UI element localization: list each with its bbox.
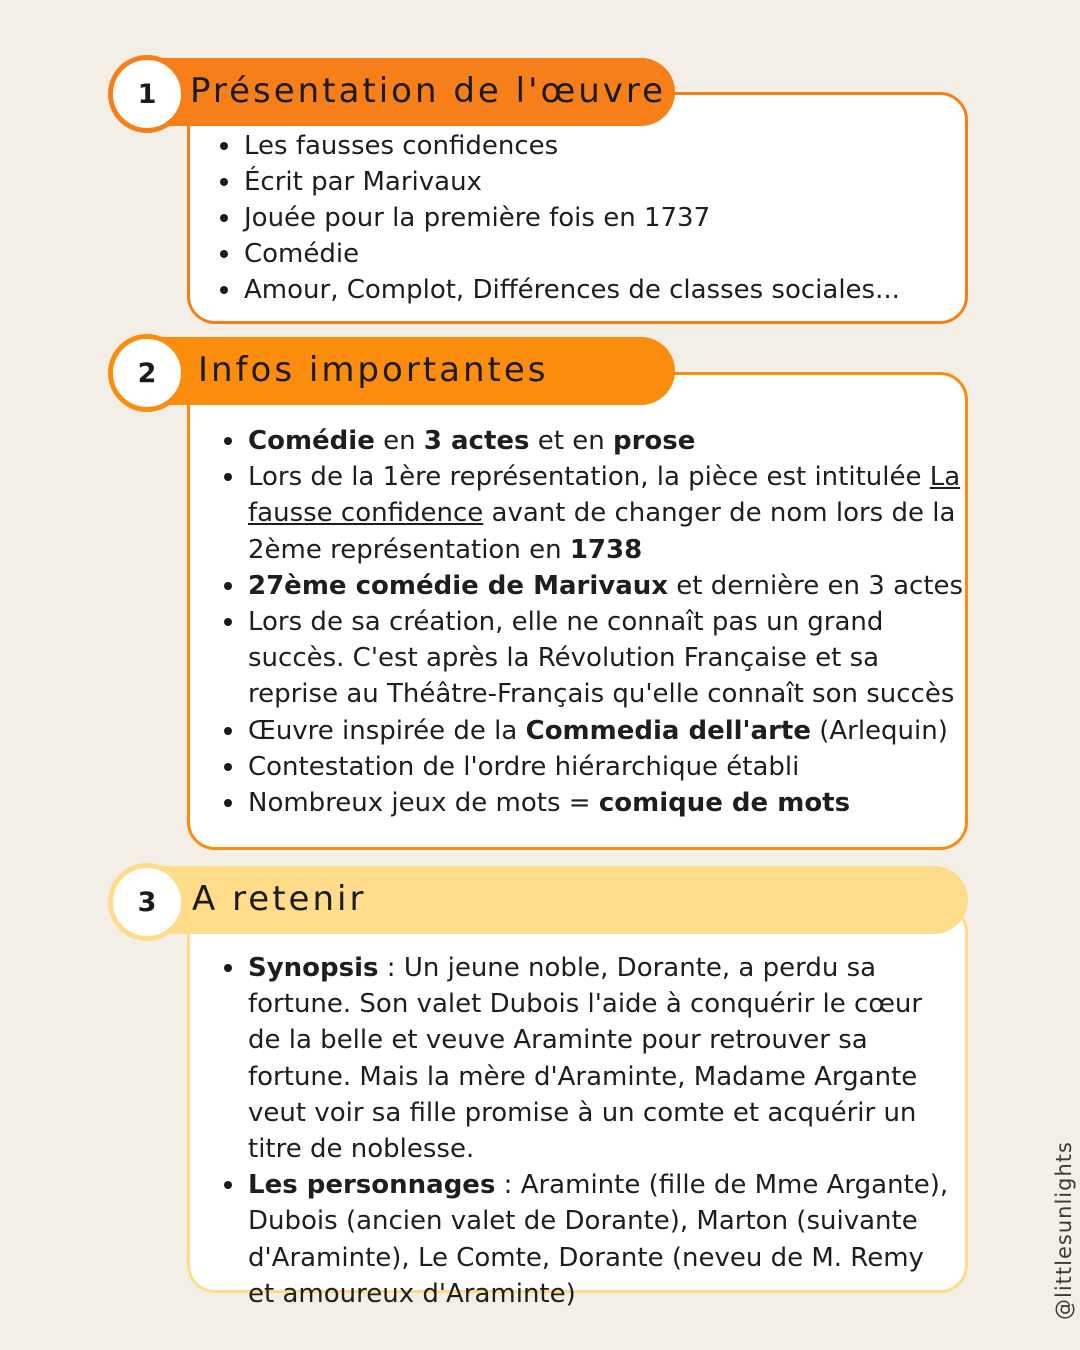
section-3-title: A retenir (192, 879, 367, 919)
section-2-number: 2 (108, 334, 186, 412)
list-item: Comédie (218, 236, 900, 272)
list-item: Écrit par Marivaux (218, 164, 900, 200)
section-1-title: Présentation de l'œuvre (190, 71, 667, 111)
list-item: Les fausses confidences (218, 128, 900, 164)
list-item: Œuvre inspirée de la Commedia dell'arte (Arlequin) (222, 713, 967, 749)
section-1-number: 1 (108, 55, 186, 133)
section-2-list (222, 423, 967, 821)
author-handle: @littlesunlights (1052, 1141, 1076, 1320)
list-item: Les personnages : Araminte (fille de Mme Argante), Dubois (ancien valet de Dorante), Marton (suivante d'Araminte), Le Comte, Dorante (neveu de M. Remy et amoureux d'Araminte) (222, 1167, 952, 1312)
list-item: Synopsis : Un jeune noble, Dorante, a perdu sa fortune. Son valet Dubois l'aide à conquérir le cœur de la belle et veuve Araminte pour retrouver sa fortune. Mais la mère d'Araminte, Madame Argante veut voir sa fille promise à un comte et acquérir un titre de noblesse. (222, 950, 952, 1167)
list-item: Jouée pour la première fois en 1737 (218, 200, 900, 236)
list-item: Lors de sa création, elle ne connaît pas un grand succès. C'est après la Révolution Française et sa reprise au Théâtre-Français qu'elle connaît son succès (222, 604, 967, 713)
section-1-list (218, 128, 900, 308)
list-item: Comédie en 3 actes et en prose (222, 423, 967, 459)
section-3-list (222, 950, 952, 1312)
list-item: 27ème comédie de Marivaux et dernière en 3 actes (222, 568, 967, 604)
list-item: Nombreux jeux de mots = comique de mots (222, 785, 967, 821)
list-item: Contestation de l'ordre hiérarchique établi (222, 749, 967, 785)
list-item: Lors de la 1ère représentation, la pièce est intitulée La fausse confidence avant de changer de nom lors de la 2ème représentation en 1738 (222, 459, 967, 568)
section-2-title: Infos importantes (198, 350, 549, 390)
section-3-number: 3 (108, 863, 186, 941)
list-item: Amour, Complot, Différences de classes sociales... (218, 272, 900, 308)
